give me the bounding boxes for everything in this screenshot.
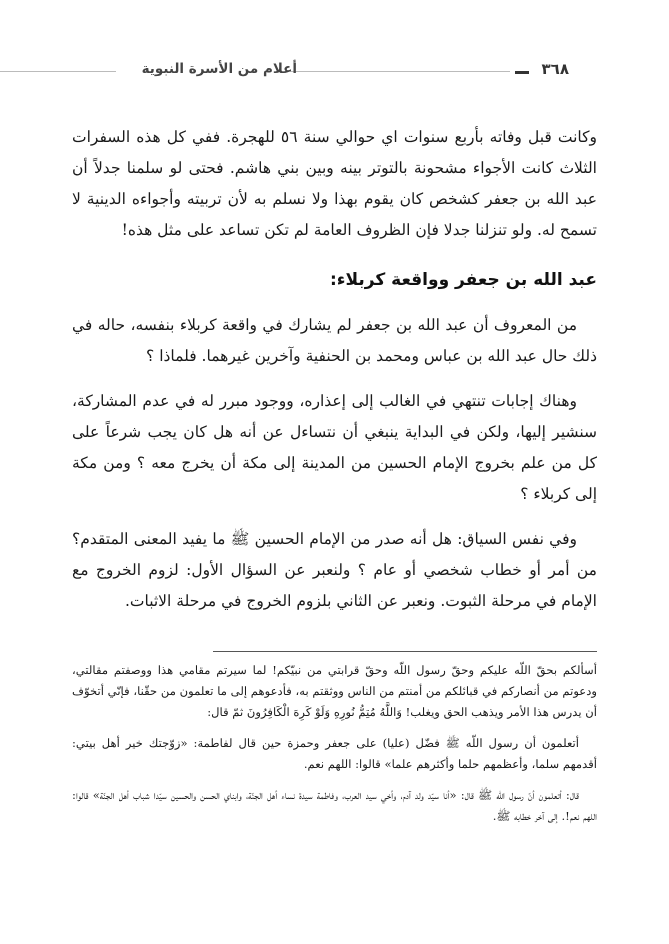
paragraph-3: وهناك إجابات تنتهي في الغالب إلى إعذاره، ووجود مبرر له في عدم المشاركة، سنشير إليها، ولكن في البداية ينبغي أن نتساءل عن أنه هل كان يجب شرعاً على كل من علم بخروج الإمام الحسين من المدينة إلى مكة أن يخرج معه ؟ ومن مكة إلى كربلاء ؟ bbox=[72, 392, 597, 503]
footnote-2: أتعلمون أن رسول اللّه ﷺ فضّل (عليا) على جعفر وحمزة حين قال لفاطمة: «زوّجتك خير أهل بيتي: أقدمهم سلما، وأعظمهم حلما وأكثرهم علما» قالوا: اللهم نعم. bbox=[72, 736, 597, 771]
footnote-separator bbox=[213, 651, 597, 652]
header-rule-middle bbox=[290, 71, 510, 72]
section-heading: عبد الله بن جعفر وواقعة كربلاء: bbox=[329, 270, 597, 290]
running-title: أعلام من الأسرة النبوية bbox=[141, 61, 297, 77]
header-rule bbox=[0, 71, 116, 72]
main-text bbox=[72, 122, 597, 631]
footnotes bbox=[72, 660, 597, 837]
footnote-1: أسألكم بحقّ اللّه عليكم وحقّ رسول اللّه وحقّ قرابتي من نبيّكم! لما سيرتم مقامي هذا ووصفتم مقالتي، ودعوتم من أنصاركم في قبائلكم من أمنتم من الناس ووثقتم به، فأدعوهم إلى ما تعلمون من حقّنا، فإنّي أتخوّف أن يدرس هذا الأمر ويذهب الحق ويغلب! وَاللَّهُ مُتِمُّ نُورِهِ وَلَوْ كَرِهَ الْكَافِرُونَ ثمّ قال: bbox=[72, 663, 597, 719]
page-number-dash bbox=[515, 71, 529, 74]
paragraph-1: وكانت قبل وفاته بأربع سنوات اي حوالي سنة ٥٦ للهجرة. ففي كل هذه السفرات الثلاث كانت الأجواء مشحونة بالتوتر بينه وبين بني هاشم. فحتى لو سلمنا جدلاً أن عبد الله بن جعفر كشخص كان يقوم بهذا ولا نسلم به لأن تربيته وأجواءه الدينية لا تسمح له. ولو تنزلنا جدلا فإن الظروف العامة لم تكن تساعد على مثل هذه! bbox=[72, 128, 597, 239]
footnote-3: قال: أتعلمون أنّ رسول اللّه ﷺ قال: «أنا سيّد ولد آدم، وأخي سيد العرب، وفاطمة سيدة نساء أهل الجنّة، وابناي الحسن والحسين سيّدا شباب أهل الجنّة» قالوا: اللهم نعم!. إلى آخر خطابه ﷺ. bbox=[72, 788, 597, 823]
paragraph-4: وفي نفس السياق: هل أنه صدر من الإمام الحسين ﷺ ما يفيد المعنى المتقدم؟ من أمر أو خطاب شخصي أو عام ؟ ولنعبر عن السؤال الأول: لزوم الخروج مع الإمام في مرحلة الثبوت. ونعبر عن الثاني بلزوم الخروج في مرحلة الاثبات. bbox=[72, 530, 597, 610]
paragraph-2: من المعروف أن عبد الله بن جعفر لم يشارك في واقعة كربلاء بنفسه، حاله في ذلك حال عبد الله بن عباس ومحمد بن الحنفية وآخرين غيرهما. فلماذا ؟ bbox=[72, 316, 597, 365]
page-header bbox=[0, 60, 669, 86]
page-number: ٣٦٨ bbox=[541, 60, 569, 78]
